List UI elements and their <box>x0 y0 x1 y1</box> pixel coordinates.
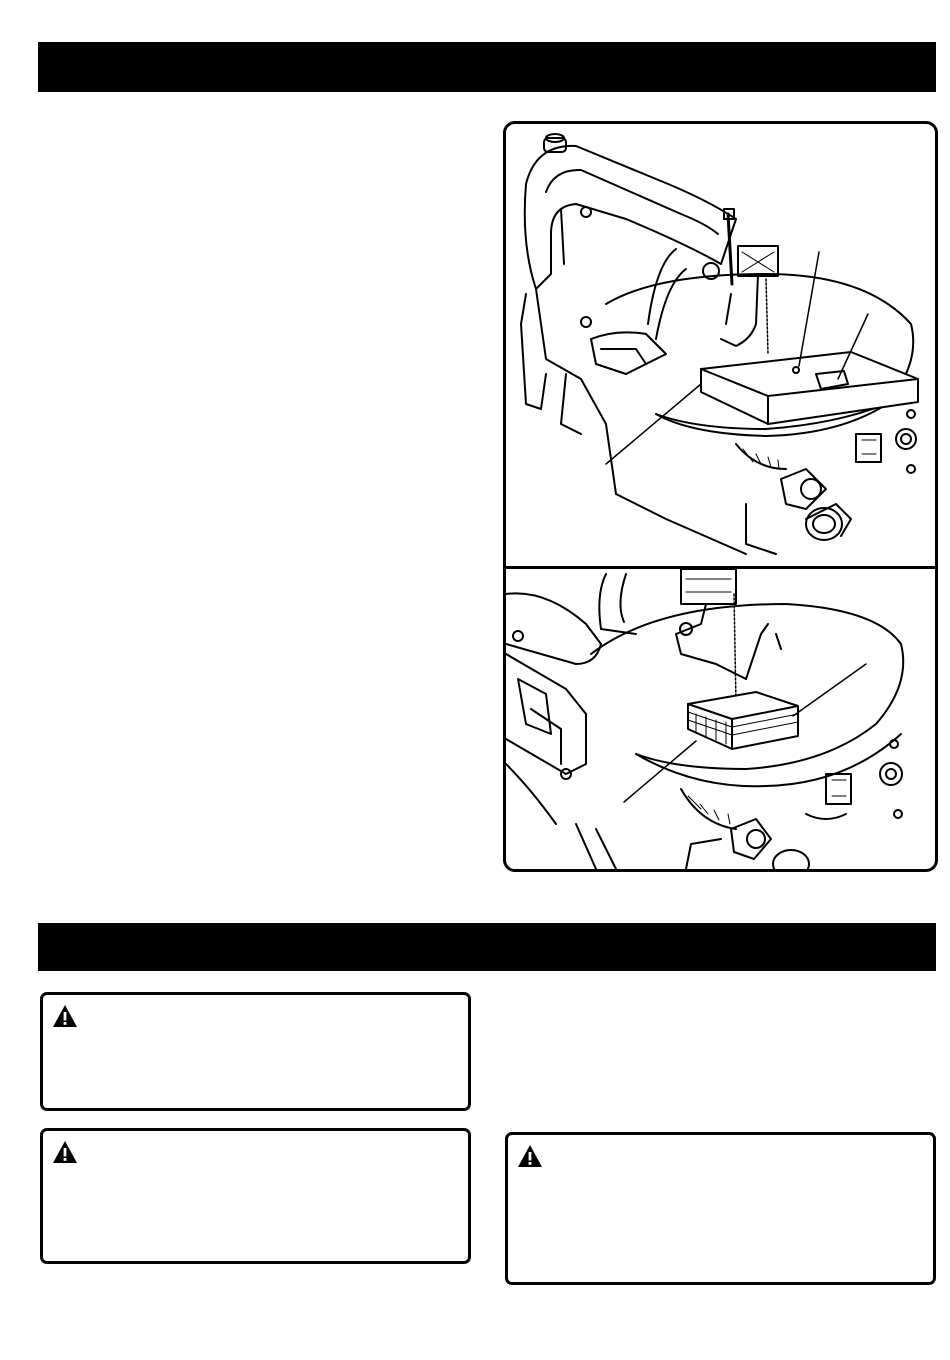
warning-triangle-icon <box>52 1140 78 1164</box>
scroll-saw-drawing <box>506 124 935 869</box>
section-header-bar-2 <box>38 923 936 971</box>
section-header-bar <box>38 42 936 92</box>
warning-box-2 <box>40 1128 471 1264</box>
lower-view <box>506 569 903 869</box>
scroll-saw-illustration <box>503 121 938 872</box>
warning-box <box>40 992 471 1111</box>
figure-divider <box>506 566 935 569</box>
warning-triangle-icon <box>52 1004 78 1028</box>
upper-view <box>521 134 918 554</box>
warning-triangle-icon <box>517 1144 543 1168</box>
warning-box-3 <box>505 1132 936 1285</box>
